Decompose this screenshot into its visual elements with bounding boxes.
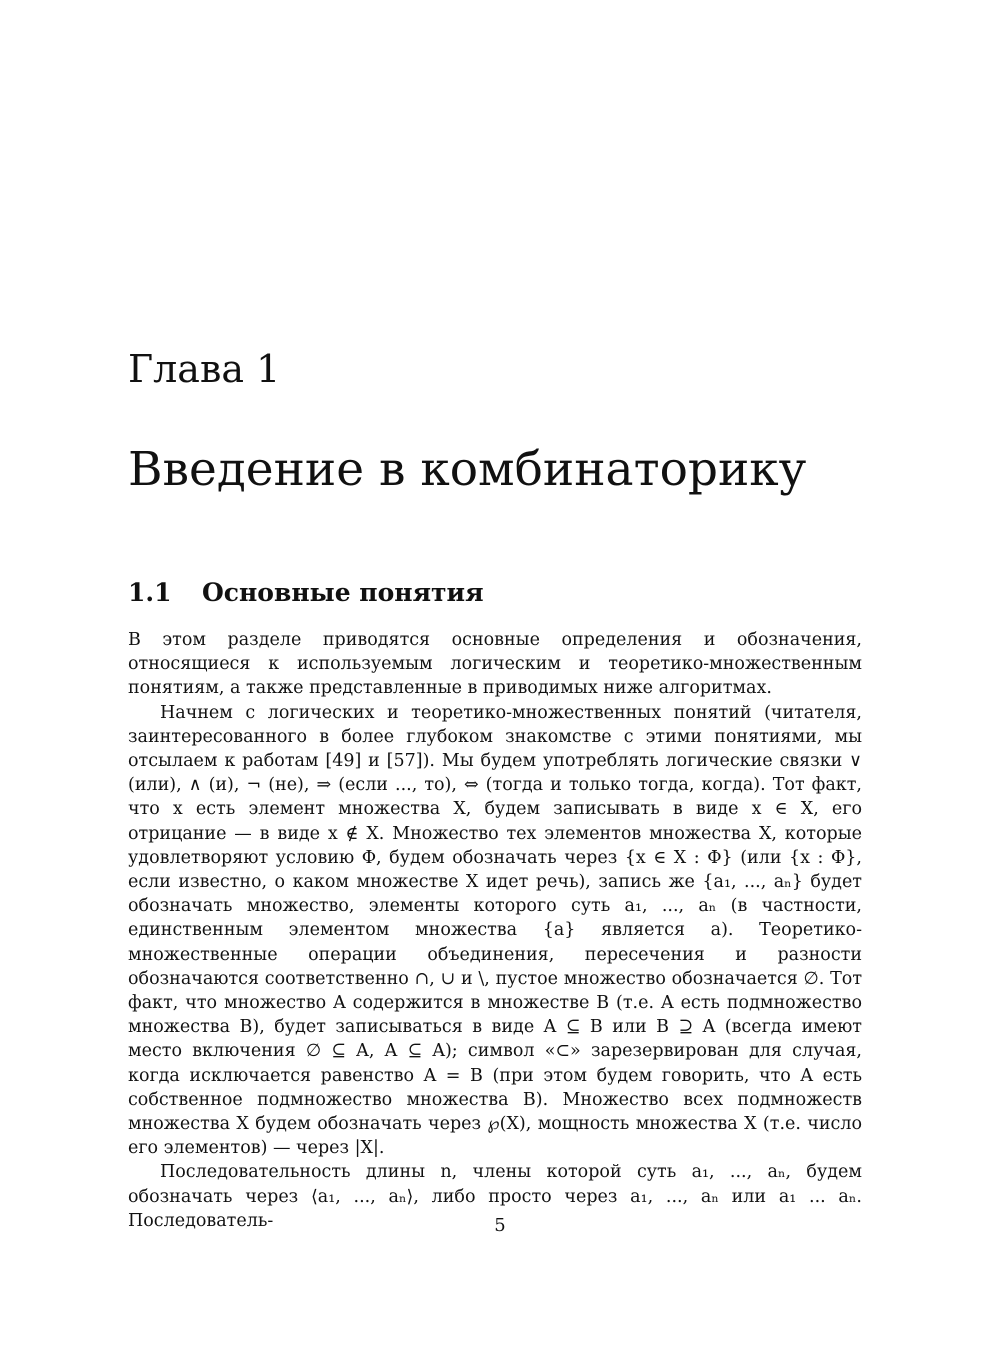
body-text: [128, 628, 862, 1233]
chapter-title: Введение в комбинаторику: [128, 442, 807, 497]
paragraph-sequences: Последовательность длины n, члены которой суть a₁, ..., aₙ, будем обозначать через ⟨a₁, ..., aₙ⟩, либо просто через a₁, ..., aₙ или a₁ ... aₙ. Последователь-: [128, 1162, 862, 1231]
section-title: Основные понятия: [202, 578, 484, 607]
paragraph-notation: Начнем с логических и теоретико-множественных понятий (читателя, заинтересованного в более глубоком знакомстве с этими понятиями, мы отсылаем к работам [49] и [57]). Мы будем употреблять логические связки ∨ (или), ∧ (и), ¬ (не), ⇒ (если ..., то), ⇔ (тогда и только тогда, когда). Тот факт, что x есть элемент множества X, будем записывать в виде x ∈ X, его отрицание — в виде x ∉ X. Множество тех элементов множества X, которые удовлетворяют условию Φ, будем обозначать через {x ∈ X : Φ} (или {x : Φ}, если известно, о каком множестве X идет речь), запись же {a₁, ..., aₙ} будет обозначать множество, элементы которого суть a₁, ..., aₙ (в частности, единственным элементом множества {a} является a). Теоретико-множественные операции объединения, пересечения и разности обозначаются соответственно ∩, ∪ и \, пустое множество обозначается ∅. Тот факт, что множество A содержится в множестве B (т.е. A есть подмножество множества B), будет записываться в виде A ⊆ B или B ⊇ A (всегда имеют место включения ∅ ⊆ A, A ⊆ A); символ «⊂» зарезервирован для случая, когда исключается равенство A = B (при этом будем говорить, что A есть собственное подмножество множества B). Множество всех подмножеств множества X будем обозначать через ℘(X), мощность множества X (т.е. число его элементов) — через |X|.: [128, 702, 862, 1159]
paragraph-intro: В этом разделе приводятся основные определения и обозначения, относящиеся к используемым логическим и теоретико-множественным понятиям, а также представленные в приводимых ниже алгоритмах.: [128, 630, 862, 699]
section-number: 1.1: [128, 578, 172, 607]
section-heading: [128, 576, 484, 610]
chapter-label: Глава 1: [128, 347, 281, 391]
page-number: 5: [494, 1215, 506, 1236]
